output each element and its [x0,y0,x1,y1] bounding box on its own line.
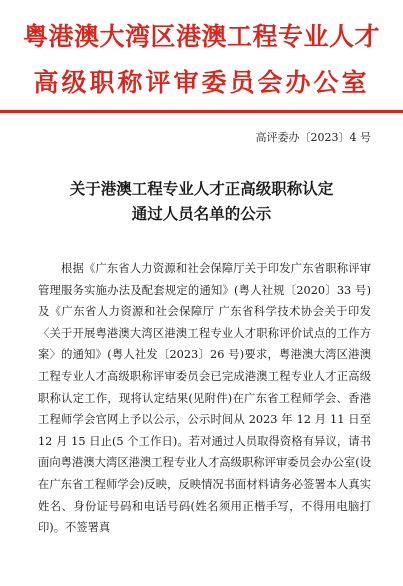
document-title [0,176,403,226]
letterhead-line-1: 粤港澳大湾区港澳工程专业人才 [22,22,380,51]
title-line-1: 关于港澳工程专业人才正高级职称认定 [69,179,334,198]
body-paragraph: 根据《广东省人力资源和社会保障厅关于印发广东省职称评审管理服务实施办法及配套规定的通知》(粤人社规〔2020〕33 号)及《广东省人力资源和社会保障厅 广东省科学技术协会关于印发〈关于开展粤港澳大湾区港澳工程专业人才职称评价试点的工作方案〉的通知》(粤人社发〔2023〕26 号)要求，粤港澳大湾区港澳工程专业人才高级职称评审委员会已完成港澳工程专业人才正高级职称认定工作，现将认定结果(见附件)在广东省工程师学会、香港工程师学会官网上予以公示，公示时间从 2023 年 12 月 11 日至 12 月 15 日止(5 个工作日)。若对通过人员取得资格有异议，请书面向粤港澳大湾区港澳工程专业人才高级职称评审委员会办公室(设在广东省工程师学会)反映，反映情况书面材料请务必签署本人真实姓名、身份证号码和电话号码(姓名须用正楷手写，不得用电脑打印)。不签署真 [38,262,371,535]
red-divider [0,110,403,113]
letterhead-line-2: 高级职称评审委员会办公室 [33,68,370,97]
title-line-2: 通过人员名单的公示 [131,204,272,223]
document-number: 高评委办〔2023〕4 号 [255,131,371,144]
